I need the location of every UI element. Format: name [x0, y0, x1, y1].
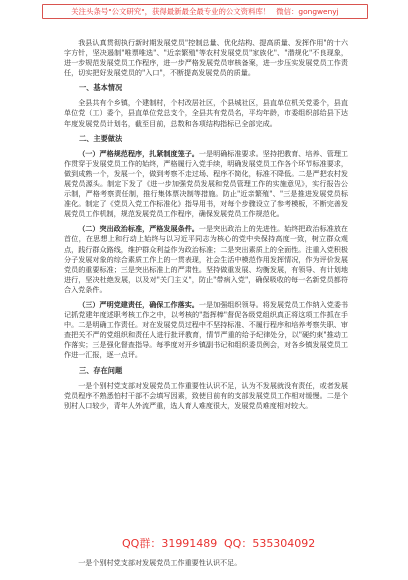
next-page-fragment	[64, 558, 348, 568]
practice-paragraph-2	[64, 224, 348, 295]
practice-paragraph-3	[64, 300, 348, 361]
practice-3-lead: （三）严明党建责任，确保工作落实。	[78, 299, 199, 309]
practice-2-text: 一是突出政治上的先进性。始终把政治标准放在首位，在思想上和行动上始终与以习近平同志为核心的党中央保持高度一致，树立群众观点，践行群众路线，维护群众利益作为政治标准；二是突出素质上的全面性。注重入党积极分子发展对象的综合素质工作上的一贯表现，社会生活中模范作用发挥情况，作为评价发展党员的重要标准；三是突出标准上的严肃性。坚持做重发展、均衡发展，有领导、有计划地进行，坚决杜绝发展，以及对"关门主义"，防止"带病入党"，确保吸收的每一名新党员都符合入党条件。	[64, 224, 349, 294]
document-body	[64, 38, 348, 411]
practice-1-text: 一是明确标准要求。坚持把教育、培养、管理工作贯穿于发展党员工作的始终，严格履行入党手续，明确发展党员工作各个环节标准要求，做到成熟一个，发展一个，做到考察不走过场、程序不简化，标准不降低。二是严把农村发展党员源头。制定下发了《进一步加强党员发展和党员管理工作的实施意见》，实行报告公示制，严格考察责任制，推行集体票决制等措施。防止"近亲繁殖"、"三是推进发展党员标准化。制定了《党员入党工作标准化》指导用书，对每个步骤设立了参考模板，不断完善发展党员工作机制，规范发展党员工作程序，确保发展党员工作规范化。	[64, 148, 349, 219]
section-heading-practices: 二、主要做法	[79, 133, 123, 143]
promo-banner	[42, 4, 368, 19]
practice-3-text: 一是加强组织领导。将发展党员工作纳入党委书记抓党建年度述职考核工作之中，以考核的"指挥棒"督促各级党组织真正将这项工作抓在手中。二是明确工作责任。对在发展党员过程中不坚持标准、不履行程序和培养考察失职、审查把关不严的党组织和责任人进行批评教育，情节严重的给予纪律处分，以"硬约束"推动工作落实；三是强化督查指导。每季度对开乡镇副书记和组织委员例会，对各乡镇发展党员工作进一汇报，逐一点评。	[64, 299, 349, 360]
section-heading-basic: 一、基本情况	[79, 83, 123, 93]
practice-2-lead: （二）突出政治标准，严格发展条件。	[78, 224, 199, 234]
section-heading-problems: 三、存在问题	[79, 365, 123, 375]
practice-1-lead: （一）严格规范程序，扎紧制度笼子。	[78, 148, 199, 158]
promo-banner-text: 关注头条号"公文研究"，获得最新最全最专业的公文资料库！	[71, 7, 271, 16]
qq-group-number: QQ群：31991489	[122, 537, 218, 550]
contact-footer	[0, 535, 408, 553]
qq-number: QQ：535304092	[224, 537, 316, 550]
wechat-id: 微信：gongwenyj	[276, 7, 339, 16]
next-page-text: 一是个别村党支部对发展党员工作重要性认识不足。	[78, 558, 242, 567]
problems-paragraph: 一是个别村党支部对发展党员工作重要性认识不足，认为不发展就没有责任，或者发展党员程序不熟悉怕村干部不会填写因素，致使目前有的支部发展党员工作相对缓慢。二是个别村人口较少，青年人外流严重，选人育人难度很大，发展党员难度相对较大。	[64, 380, 348, 410]
practice-paragraph-1	[64, 149, 348, 220]
intro-paragraph: 我县认真贯彻执行新时期发展党员"控制总量、优化结构、提高质量、发挥作用"的十六字方针，坚决遏制"唯票唯选"、"近亲繁殖"等农村发展党员"家族化"、"潜规化"不良现象，进一步规范发展党员工作程序，进一步严格发展党员审核备案，进一步压实发展党员工作责任，切实把好发展党员的"入口"，不断提高发展党员的质量。	[64, 38, 348, 78]
basic-situation-paragraph: 全县共有个乡镇，个建制村，个村改居社区，个县城社区，县直单位机关党委个，县直单位党（工）委个，县直单位党总支个，全县共有党员名，平均年龄，市委组织部给县下达年度发展党员计划名，截至目前，总数和各项结构指标已全部完成。	[64, 98, 348, 128]
